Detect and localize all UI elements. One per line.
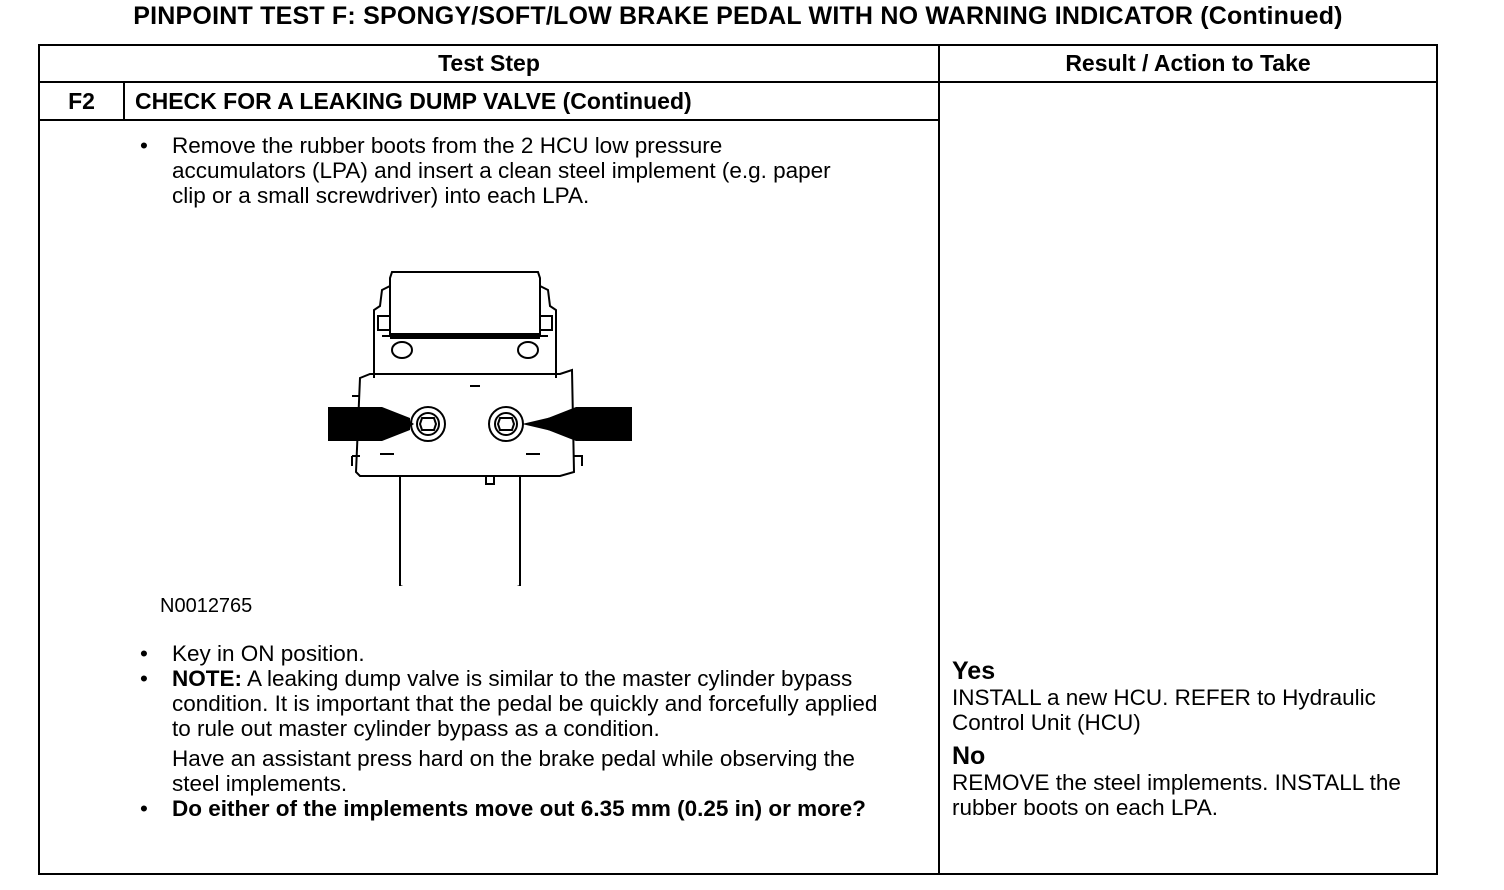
bullet-item-note: • NOTE: A leaking dump valve is similar to the master cylinder bypass condition. It is important that the pedal be quickly and forcefully applied to rule out master cylinder bypass as a condition. [140,666,878,741]
step-title: CHECK FOR A LEAKING DUMP VALVE (Continued) [135,88,692,114]
bullet-item-key-on: • Key in ON position. [140,641,365,666]
note-label: NOTE: [172,666,242,691]
column-divider [938,46,940,873]
step-title-divider [40,119,938,121]
result-yes [952,657,1436,735]
step-id: F2 [68,88,95,114]
result-yes-label: Yes [952,657,996,685]
hcu-diagram-svg [290,266,650,586]
pinpoint-test-table [38,44,1438,875]
result-yes-text: INSTALL a new HCU. REFER to Hydraulic Control Unit (HCU) [952,685,1376,735]
header-test-step: Test Step [438,50,540,76]
result-no-label: No [952,742,986,770]
paragraph-assistant: Have an assistant press hard on the brake pedal while observing the steel implements. [172,746,855,796]
header-result-action: Result / Action to Take [1065,50,1311,76]
result-no [952,742,1436,820]
bullet-item-question: • Do either of the implements move out 6.35 mm (0.25 in) or more? [140,796,866,821]
hcu-assembly-diagram [290,266,650,586]
bullet-item-remove-boots: • Remove the rubber boots from the 2 HCU low pressure accumulators (LPA) and insert a clean steel implement (e.g. paper clip or a small screwdriver) into each LPA. [140,133,831,208]
bullet-list-top [134,133,854,208]
page-title: PINPOINT TEST F: SPONGY/SOFT/LOW BRAKE PEDAL WITH NO WARNING INDICATOR (Continued) [133,2,1343,30]
bullet-list-bottom [134,641,894,821]
result-no-text: REMOVE the steel implements. INSTALL the rubber boots on each LPA. [952,770,1401,820]
figure-id: N0012765 [160,595,253,617]
step-id-divider [123,83,125,119]
